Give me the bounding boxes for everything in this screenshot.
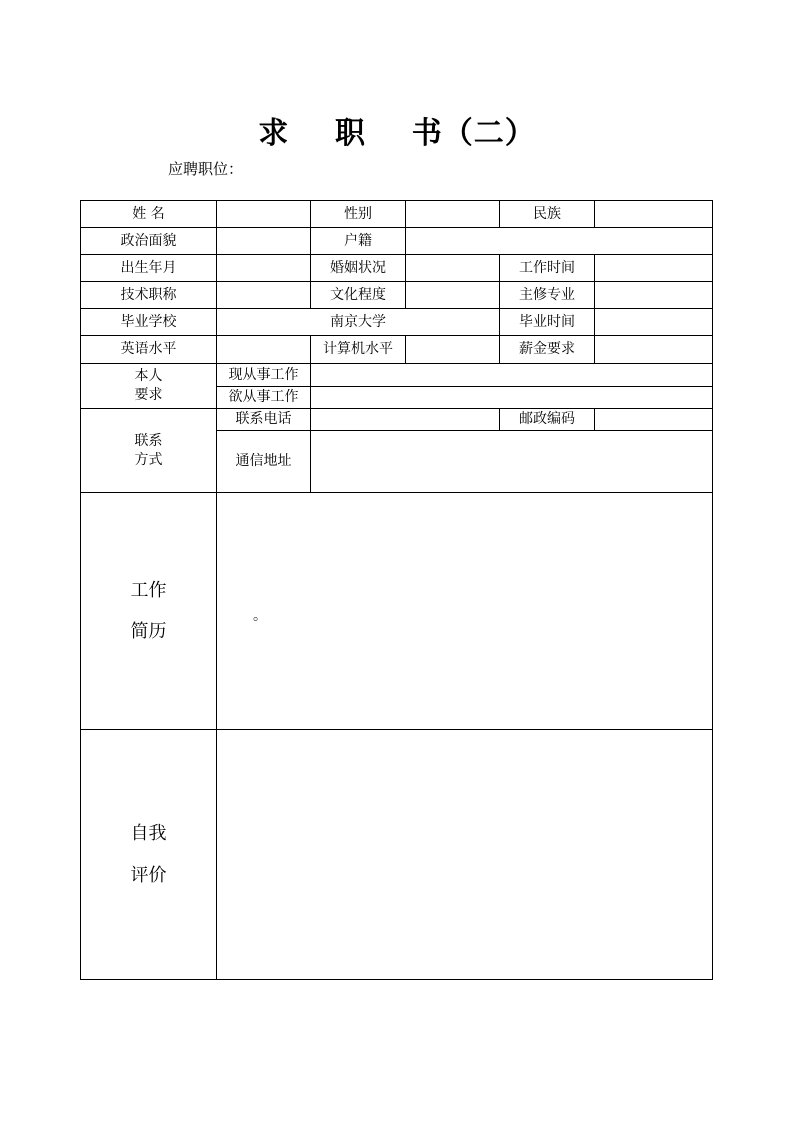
address-field[interactable] (310, 430, 713, 493)
self-evaluation-label-line2: 评价 (130, 864, 167, 886)
education-level-label: 文化程度 (310, 281, 406, 309)
current-job-label: 现从事工作 (216, 363, 311, 387)
graduated-school-label: 毕业学校 (80, 308, 217, 336)
name-field[interactable] (216, 200, 311, 228)
political-status-field[interactable] (216, 227, 311, 255)
contact-label-line2: 方式 (134, 451, 163, 468)
work-history-label (80, 492, 217, 730)
major-field[interactable] (594, 281, 713, 309)
postal-code-field[interactable] (594, 408, 713, 431)
salary-requirement-field[interactable] (594, 335, 713, 364)
personal-requirement-label-line2: 要求 (134, 387, 163, 403)
contact-label-line1: 联系 (134, 432, 163, 449)
computer-level-label: 计算机水平 (310, 335, 406, 364)
current-job-field[interactable] (310, 363, 713, 387)
graduation-time-label: 毕业时间 (499, 308, 595, 336)
technical-title-field[interactable] (216, 281, 311, 309)
self-evaluation-label-line1: 自我 (130, 823, 167, 845)
work-start-time-field[interactable] (594, 254, 713, 282)
marital-status-label: 婚姻状况 (310, 254, 406, 282)
contact-label (80, 408, 217, 493)
computer-level-field[interactable] (405, 335, 500, 364)
phone-field[interactable] (310, 408, 500, 431)
marital-status-field[interactable] (405, 254, 500, 282)
salary-requirement-label: 薪金要求 (499, 335, 595, 364)
desired-job-field[interactable] (310, 386, 713, 409)
self-evaluation-field[interactable] (216, 729, 713, 980)
political-status-label: 政治面貌 (80, 227, 217, 255)
birth-date-field[interactable] (216, 254, 311, 282)
gender-field[interactable] (405, 200, 500, 228)
major-label: 主修专业 (499, 281, 595, 309)
ethnicity-label: 民族 (499, 200, 595, 228)
phone-label: 联系电话 (216, 408, 311, 431)
household-registration-field[interactable] (405, 227, 713, 255)
name-label: 姓 名 (80, 200, 217, 228)
graduation-time-field[interactable] (594, 308, 713, 336)
english-level-label: 英语水平 (80, 335, 217, 364)
education-level-field[interactable] (405, 281, 500, 309)
household-registration-label: 户籍 (310, 227, 406, 255)
birth-date-label: 出生年月 (80, 254, 217, 282)
graduated-school-field[interactable]: 南京大学 (216, 308, 500, 336)
ethnicity-field[interactable] (594, 200, 713, 228)
english-level-field[interactable] (216, 335, 311, 364)
address-label: 通信地址 (216, 430, 311, 493)
page-title: 求 职 书（二） (258, 116, 536, 151)
work-history-label-line2: 简历 (130, 621, 167, 642)
personal-requirement-label (80, 363, 217, 409)
technical-title-label: 技术职称 (80, 281, 217, 309)
work-history-text: 。 (253, 608, 267, 624)
self-evaluation-label (80, 729, 217, 980)
postal-code-label: 邮政编码 (499, 408, 595, 431)
work-start-time-label: 工作时间 (499, 254, 595, 282)
work-history-field[interactable] (216, 492, 713, 730)
desired-job-label: 欲从事工作 (216, 386, 311, 409)
applied-position-label: 应聘职位： (168, 160, 244, 178)
personal-requirement-label-line1: 本人 (134, 368, 163, 385)
work-history-label-line1: 工作 (130, 579, 167, 601)
gender-label: 性别 (310, 200, 406, 228)
